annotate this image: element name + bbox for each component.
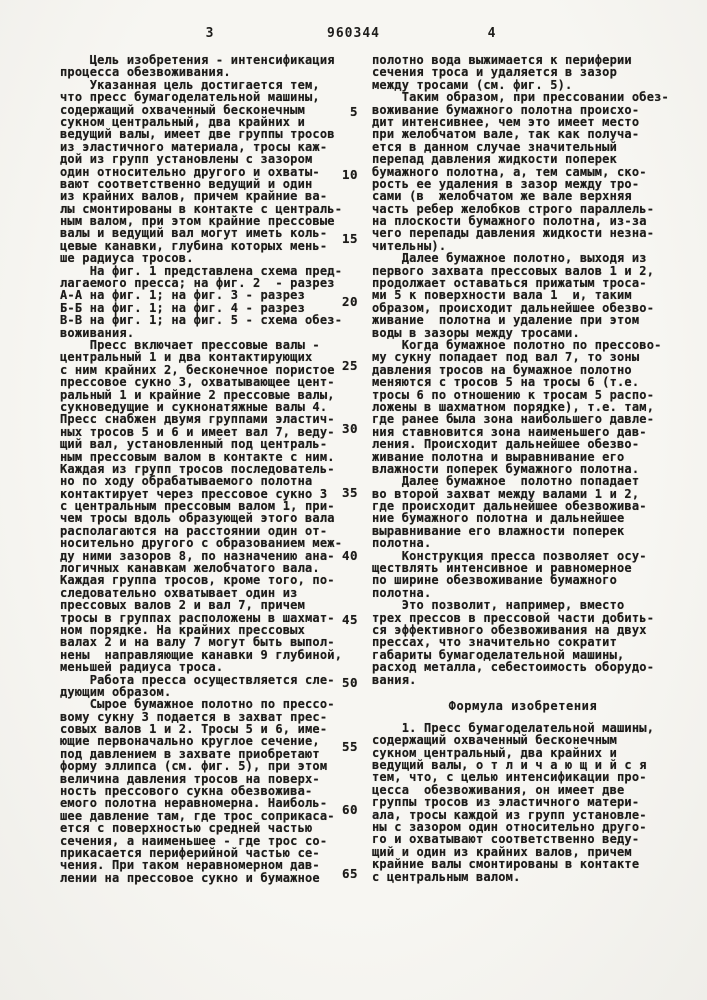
- margin-line-number: 30: [341, 421, 358, 436]
- text-line: тросы в группах расположены в шахмат-: [60, 610, 335, 625]
- text-line: го и охватывают соответственно веду-: [372, 832, 640, 847]
- margin-line-number: 65: [341, 865, 358, 881]
- text-line: форму эллипса (см. фиг. 5), при этом: [60, 759, 328, 774]
- text-line: шее давление там, где трос соприкаса-: [60, 808, 335, 823]
- text-line: ше радиуса тросов.: [60, 251, 194, 266]
- left-page-number: 3: [205, 26, 215, 41]
- text-line: совых валов 1 и 2. Тросы 5 и 6, име-: [60, 722, 328, 737]
- text-line: габариты бумагоделательной машины,: [372, 647, 625, 662]
- text-line: сами (в желобчатом же вале верхняя: [372, 189, 632, 204]
- text-line: из эластичного материала, тросы каж-: [60, 139, 328, 154]
- text-line: меньшей радиуса троса.: [60, 660, 224, 675]
- text-line: цевые канавки, глубина которых мень-: [60, 238, 328, 253]
- text-line: На фиг. 1 представлена схема пред-: [60, 263, 343, 278]
- text-line: располагаются на расстоянии один от-: [60, 523, 328, 538]
- text-line: ность прессового сукна обезвожива-: [60, 784, 313, 799]
- text-line: Далее бумажное полотно, выходя из: [372, 251, 647, 266]
- text-line: с центральным прессовым валом 1, при-: [60, 499, 335, 514]
- text-line: Когда бумажное полотно по прессово-: [372, 337, 662, 352]
- text-line: щий и один из крайних валов, причем: [372, 844, 632, 859]
- text-line: расход металла, себестоимость оборудо-: [372, 660, 655, 675]
- text-line: логичных канавкам желобчатого вала.: [60, 561, 320, 576]
- text-line: ным валом, при этом крайние прессовые: [60, 214, 335, 229]
- text-line: емого полотна неравномерна. Наиболь-: [60, 796, 328, 811]
- formula-heading: Формула изобретения: [448, 698, 598, 713]
- text-line: щий вал, установленный под централь-: [60, 437, 328, 452]
- text-line: содержащий охваченный бесконечным: [60, 102, 306, 117]
- margin-line-number: 35: [341, 484, 358, 500]
- text-line: прессовых валов 2 и вал 7, причем: [60, 598, 306, 613]
- text-line: живание полотна и выравнивание его: [372, 449, 625, 464]
- text-line: Сырое бумажное полотно по прессо-: [60, 697, 335, 712]
- text-line: что пресс бумагоделательной машины,: [60, 90, 320, 105]
- text-line: Работа пресса осуществляется сле-: [60, 672, 335, 687]
- text-line: группы тросов из эластичного матери-: [372, 795, 640, 810]
- text-line: под давлением в захвате приобретают: [60, 746, 320, 761]
- text-line: чем тросы вдоль образующей этого вала: [60, 511, 335, 526]
- text-line: с ним крайних 2, бесконечное пористое: [60, 362, 335, 377]
- text-line: между тросами (см. фиг. 5).: [372, 77, 573, 92]
- margin-line-number: 25: [341, 357, 358, 373]
- text-line: но по ходу обрабатываемого полотна: [60, 474, 313, 489]
- text-line: А-А на фиг. 1; на фиг. 3 - разрез: [60, 288, 306, 303]
- text-line: сечения троса и удаляется в зазор: [372, 65, 618, 80]
- text-line: где происходит дальнейшее обезвожива-: [372, 499, 647, 514]
- text-line: живание полотна и удаление при этом: [372, 313, 640, 328]
- margin-line-number: 5: [349, 103, 358, 119]
- text-line: ется с поверхностью средней частью: [60, 821, 313, 836]
- text-line: ведущий валы, имеет две группы тросов: [60, 127, 335, 142]
- text-line: влажности поперек бумажного полотна.: [372, 461, 640, 476]
- text-line: продолжает оставаться прижатым троса-: [372, 276, 647, 291]
- text-line: му сукну попадает под вал 7, то зоны: [372, 350, 640, 365]
- text-line: Каждая из групп тросов последователь-: [60, 461, 335, 476]
- text-line: Конструкция пресса позволяет осу-: [372, 548, 647, 563]
- text-line: Указанная цель достигается тем,: [60, 77, 320, 92]
- text-line: полотно вода выжимается к периферии: [372, 53, 632, 67]
- text-line: прессовое сукно 3, охватывающее цент-: [60, 375, 335, 390]
- text-line: тросы 6 по отношению к тросам 5 распо-: [372, 387, 655, 402]
- text-line: 1. Пресс бумагоделательной машины,: [372, 720, 655, 735]
- text-line: с центральным валом.: [372, 869, 521, 884]
- text-line: дой из групп установлены с зазором: [60, 152, 313, 167]
- text-line: вания.: [372, 672, 417, 687]
- text-line: сукноведущие и сукнонатяжные валы 4.: [60, 399, 328, 414]
- margin-line-number: 15: [341, 230, 358, 246]
- text-line: чего перепады давления жидкости незна-: [372, 226, 655, 241]
- text-line: по ширине обезвоживание бумажного: [372, 573, 618, 588]
- patent-number: 960344: [327, 26, 380, 41]
- text-line: ления. Происходит дальнейшее обезво-: [372, 437, 640, 452]
- text-line: во второй захват между валами 1 и 2,: [372, 486, 640, 501]
- text-line: величина давления тросов на поверх-: [60, 771, 320, 786]
- text-line: на плоскости бумажного полотна, из-за: [372, 214, 647, 229]
- text-line: цесса обезвоживания, он имеет две: [372, 782, 625, 797]
- text-line: лении на прессовое сукно и бумажное: [60, 870, 320, 885]
- text-line: выравнивание его влажности поперек: [372, 523, 625, 538]
- text-line: воживание бумажного полотна происхо-: [372, 102, 640, 117]
- text-line: ние бумажного полотна и дальнейшее: [372, 511, 625, 526]
- text-line: давления тросов на бумажное полотно: [372, 362, 632, 377]
- text-line: ных тросов 5 и 6 и имеет вал 7, веду-: [60, 424, 335, 439]
- left-text-column: [60, 54, 362, 884]
- margin-line-number: 55: [341, 738, 358, 754]
- margin-line-number: 60: [341, 802, 358, 817]
- text-line: дит интенсивнее, чем это имеет место: [372, 114, 640, 129]
- text-line: ду ними зазоров 8, по назначению ана-: [60, 548, 335, 563]
- margin-line-number: 40: [341, 548, 358, 563]
- text-line: трех прессов в прессовой части добить-: [372, 610, 655, 625]
- text-line: сукном центральный, два крайних и: [372, 745, 618, 760]
- right-text-column: [372, 54, 674, 883]
- text-line: при желобчатом вале, так как получа-: [372, 127, 640, 142]
- text-line: ющие первоначально круглое сечение,: [60, 734, 320, 749]
- text-line: прессах, что значительно сократит: [372, 635, 618, 650]
- text-line: чения. При таком неравномерном дав-: [60, 858, 320, 873]
- text-line: дующим образом.: [60, 684, 172, 699]
- text-line: воживания.: [60, 325, 135, 340]
- text-line: носительно другого с образованием меж-: [60, 536, 343, 551]
- text-line: В-В на фиг. 1; на фиг. 5 - схема обез-: [60, 313, 343, 328]
- text-line: ным прессовым валом в контакте с ним.: [60, 449, 335, 464]
- text-line: валах 2 и на валу 7 могут быть выпол-: [60, 635, 335, 650]
- text-line: ния ставновится зона наименьшего дав-: [372, 424, 647, 439]
- text-line: ется в данном случае значительный: [372, 139, 618, 154]
- text-line: один относительно другого и охваты-: [60, 164, 320, 179]
- text-line: рость ее удаления в зазор между тро-: [372, 176, 640, 191]
- text-line: центральный 1 и два контактирующих: [60, 350, 313, 365]
- text-line: перепад давления жидкости поперек: [372, 152, 618, 167]
- text-line: следовательно охватывает один из: [60, 585, 298, 600]
- text-line: крайние валы смонтированы в контакте: [372, 857, 640, 872]
- text-line: меняются с тросов 5 на тросы 6 (т.е.: [372, 375, 640, 390]
- text-line: вают соответственно ведущий и один: [60, 176, 313, 191]
- text-line: ны с зазором один относительно друго-: [372, 820, 647, 835]
- text-line: где ранее была зона наибольшего давле-: [372, 412, 655, 427]
- text-line: ала, тросы каждой из групп установле-: [372, 807, 647, 822]
- text-line: валы и ведущий вал могут иметь коль-: [60, 226, 328, 241]
- text-line: нены направляющие канавки 9 глубиной,: [60, 647, 343, 662]
- right-page-number: 4: [487, 26, 497, 41]
- margin-line-number: 20: [341, 294, 358, 309]
- text-line: лагаемого пресса; на фиг. 2 - разрез: [60, 276, 335, 291]
- text-line: ложены в шахматном порядке), т.е. там,: [372, 399, 655, 414]
- text-line: воды в зазоры между тросами.: [372, 325, 580, 340]
- text-line: лы смонтированы в контакте с централь-: [60, 201, 343, 216]
- text-line: сечения, а наименьшее - где трос со-: [60, 833, 328, 848]
- text-line: прикасается периферийной частью се-: [60, 846, 320, 860]
- right-column-claims-text: [372, 722, 674, 883]
- text-line: Пресс включает прессовые валы -: [60, 337, 320, 352]
- margin-line-number: 50: [341, 675, 358, 690]
- text-line: Б-Б на фиг. 1; на фиг. 4 - разрез: [60, 300, 306, 315]
- text-line: ществлять интенсивное и равномерное: [372, 561, 632, 576]
- text-line: полотна.: [372, 585, 432, 600]
- text-line: процесса обезвоживания.: [60, 65, 231, 80]
- text-line: Далее бумажное полотно попадает: [372, 474, 640, 489]
- text-line: сукном центральный, два крайних и: [60, 114, 306, 129]
- text-line: тем, что, с целью интенсификации про-: [372, 770, 647, 785]
- right-column-upper-text: [372, 54, 674, 686]
- text-line: ми 5 к поверхности вала 1 и, таким: [372, 288, 632, 303]
- margin-line-number: 10: [341, 167, 358, 182]
- text-line: образом, происходит дальнейшее обезво-: [372, 300, 655, 315]
- text-line: Это позволит, например, вместо: [372, 598, 625, 613]
- text-line: Каждая группа тросов, кроме того, по-: [60, 573, 335, 588]
- text-line: Таким образом, при прессовании обез-: [372, 90, 669, 105]
- text-line: ся эффективного обезвоживания на двух: [372, 622, 647, 637]
- text-line: содержащий охваченный бесконечным: [372, 733, 618, 748]
- text-line: ном порядке. На крайних прессовых: [60, 622, 306, 637]
- text-line: вому сукну 3 подается в захват прес-: [60, 709, 328, 724]
- text-line: из крайних валов, причем крайние ва-: [60, 189, 328, 204]
- text-line: полотна.: [372, 536, 432, 551]
- text-line: Пресс снабжен двумя группами эластич-: [60, 412, 335, 427]
- margin-line-numbers: [324, 54, 358, 880]
- text-line: бумажного полотна, а, тем самым, ско-: [372, 164, 647, 179]
- text-line: Цель изобретения - интенсификация: [60, 53, 335, 67]
- text-line: контактирует через прессовое сукно 3: [60, 486, 328, 501]
- text-line: ральный 1 и крайние 2 прессовые валы,: [60, 387, 335, 402]
- text-line: часть ребер желобков строго параллель-: [372, 201, 655, 216]
- text-line: первого захвата прессовых валов 1 и 2,: [372, 263, 655, 278]
- margin-line-number: 45: [341, 611, 358, 627]
- text-line: чительны).: [372, 238, 447, 253]
- text-line: ведущий валы, о т л и ч а ю щ и й с я: [372, 758, 647, 773]
